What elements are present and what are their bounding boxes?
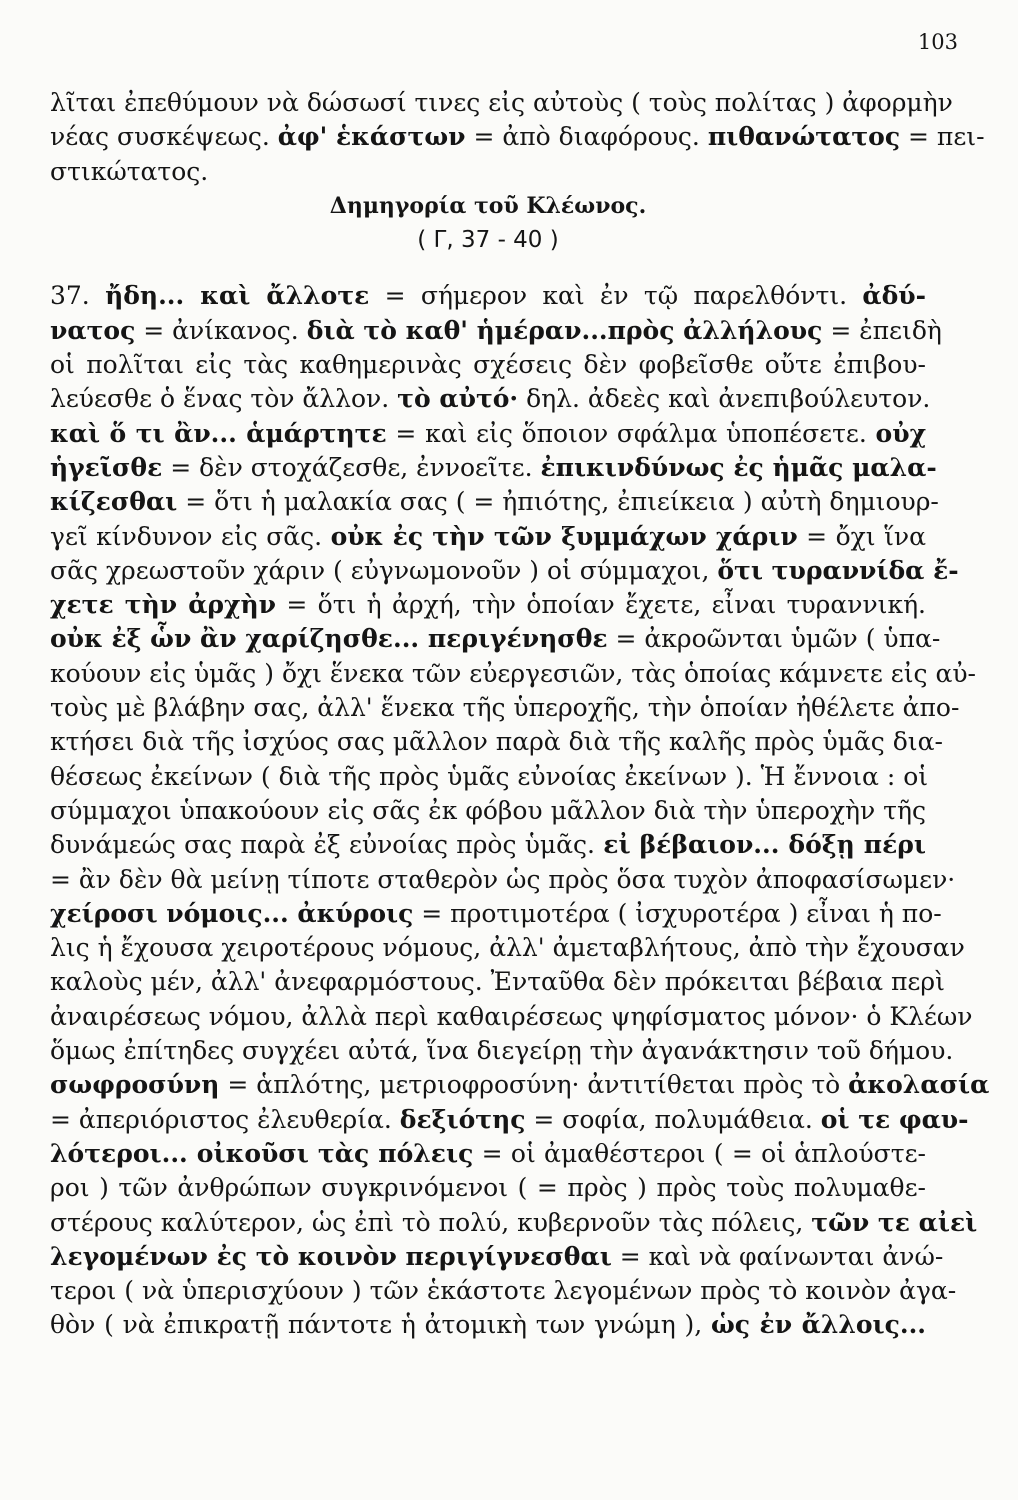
lemma-term: πιθανώτατος xyxy=(707,122,901,152)
text-line xyxy=(50,120,985,154)
gloss-text: θέσεως ἐκείνων ( διὰ τῆς πρὸς ὑμᾶς εὐνοίας ἐκείνων ). Ἡ ἔννοια : οἱ xyxy=(50,761,929,791)
gloss-text: = ἁπλότης, μετριοφροσύνη· ἀντιτίθεται πρὸς τὸ xyxy=(219,1070,849,1100)
gloss-text: = ἂν δὲν θὰ μείνῃ τίποτε σταθερὸν ὡς πρὸς ὅσα τυχὸν ἀποφασίσωμεν· xyxy=(50,864,956,894)
gloss-text: στικώτατος. xyxy=(50,156,209,186)
lemma-term: ἤδη... καὶ ἄλλοτε xyxy=(105,281,370,311)
gloss-text: ( Γ, 37 - 40 ) xyxy=(417,227,559,254)
lemma-term: ὅτι τυραννίδα ἔ- xyxy=(717,555,959,585)
text-line xyxy=(50,382,931,416)
lemma-term: δεξιότης xyxy=(399,1104,526,1134)
gloss-text: = σοφία, πολυμάθεια. xyxy=(525,1104,821,1134)
lemma-term: λότεροι... οἰκοῦσι τὰς πόλεις xyxy=(50,1138,474,1168)
gloss-text: καλοὺς μέν, ἀλλ' ἀνεφαρμόστους. Ἐνταῦθα δὲν πρόκειται βέβαια περὶ xyxy=(50,967,945,997)
text-line xyxy=(50,417,926,451)
lemma-term: εἰ βέβαιον... δόξῃ πέρι xyxy=(603,830,926,860)
lemma-term: ἀφ' ἑκάστων xyxy=(277,122,466,152)
gloss-text: = προτιμοτέρα ( ἰσχυροτέρα ) εἶναι ἡ πο- xyxy=(413,898,942,928)
gloss-text: 37. xyxy=(50,281,106,311)
text-line xyxy=(50,520,926,554)
gloss-text: λῖται ἐπεθύμουν νὰ δώσωσί τινες εἰς αὐτοὺς ( τοὺς πολίτας ) ἀφορμὴν xyxy=(50,88,953,117)
gloss-text: δυνάμεώς σας παρὰ ἐξ εὐνοίας πρὸς ὑμᾶς. xyxy=(50,830,604,860)
gloss-text: ὅμως ἐπίτηδες συγχέει αὐτά, ἵνα διεγείρῃ τὴν ἀγανάκτησιν τοῦ δήμου. xyxy=(50,1036,954,1066)
text-line xyxy=(50,588,926,622)
lemma-term: διὰ τὸ καθ' ἡμέραν...πρὸς ἀλλήλους xyxy=(306,315,823,345)
lemma-term: ἡγεῖσθε xyxy=(50,452,163,482)
gloss-text: = ἐπειδὴ xyxy=(822,315,942,345)
page-number: 103 xyxy=(917,30,958,54)
lemma-term: τῶν τε αἰεὶ xyxy=(811,1207,978,1237)
lemma-term: κίζεσθαι xyxy=(50,487,178,517)
gloss-text: ροι ) τῶν ἀνθρώπων συγκρινόμενοι ( = πρὸς ) πρὸς τοὺς πολυμαθε- xyxy=(50,1173,926,1203)
text-line xyxy=(50,725,943,759)
gloss-text: = οἱ ἀμαθέστεροι ( = οἱ ἁπλούστε- xyxy=(473,1138,926,1168)
gloss-text: = καὶ νὰ φαίνωνται ἀνώ- xyxy=(611,1241,944,1271)
text-line xyxy=(50,1240,944,1274)
text-line xyxy=(50,1034,954,1068)
body-text xyxy=(50,86,990,1343)
text-line xyxy=(50,1068,990,1102)
text-line xyxy=(50,451,937,485)
lemma-term: οἱ τε φαυ- xyxy=(820,1104,969,1134)
gloss-text: = δὲν στοχάζεσθε, ἐννοεῖτε. xyxy=(162,452,541,482)
gloss-text: κτήσει διὰ τῆς ἰσχύος σας μᾶλλον παρὰ διὰ τῆς καλῆς πρὸς ὑμᾶς δια- xyxy=(50,727,943,757)
lemma-term: χείροσι νόμοις... ἀκύροις xyxy=(50,898,414,928)
lemma-term: οὐχ xyxy=(875,418,927,448)
gloss-text: τοὺς μὲ βλάβην σας, ἀλλ' ἕνεκα τῆς ὑπεροχῆς, τὴν ὁποίαν ἠθέλετε ἀπο- xyxy=(50,693,960,723)
text-line xyxy=(50,760,929,794)
lemma-term: οὐκ ἐξ ὧν ἂν χαρίζησθε... περιγένησθε xyxy=(50,624,608,654)
gloss-text: σᾶς χρεωστοῦν χάριν ( εὐγνωμονοῦν ) οἱ σύμμαχοι, xyxy=(50,555,718,585)
text-line xyxy=(50,828,926,862)
text-line xyxy=(50,1274,957,1308)
text-line xyxy=(50,86,953,120)
lemma-term: χετε τὴν ἀρχὴν xyxy=(50,590,277,620)
section-title xyxy=(50,189,926,223)
gloss-text: οἱ πολῖται εἰς τὰς καθημερινὰς σχέσεις δὲν φοβεῖσθε οὔτε ἐπιβου- xyxy=(50,350,926,380)
text-line xyxy=(50,794,926,828)
text-line xyxy=(50,554,959,588)
lemma-term: οὐκ ἐς τὴν τῶν ξυμμάχων χάριν xyxy=(330,521,798,551)
gloss-text: = ἀνίκανος. xyxy=(135,315,307,345)
gloss-text: = ἀπὸ διαφόρους. xyxy=(465,122,708,152)
text-line xyxy=(50,657,977,691)
lemma-term: ἀδύ- xyxy=(862,281,926,311)
text-line xyxy=(50,155,926,189)
lemma-term: ἐπικινδύνως ἐς ἡμᾶς μαλα- xyxy=(540,452,937,482)
text-line xyxy=(50,931,965,965)
section-reference xyxy=(50,223,926,257)
text-line xyxy=(50,485,939,519)
gloss-text: = ἀπεριόριστος ἐλευθερία. xyxy=(50,1104,400,1134)
lemma-term: ἀκολασία xyxy=(848,1070,990,1100)
text-line xyxy=(50,622,941,656)
gloss-text: γεῖ κίνδυνον εἰς σᾶς. xyxy=(50,521,331,551)
text-line xyxy=(50,863,956,897)
text-line xyxy=(50,1103,969,1137)
lemma-term: καὶ ὅ τι ἂν... ἁμάρτητε xyxy=(50,418,387,448)
gloss-text: = ὅτι ἡ μαλακία σας ( = ἠπιότης, ἐπιείκεια ) αὐτὴ δημιουρ- xyxy=(177,487,939,517)
gloss-text: κούουν εἰς ὑμᾶς ) ὄχι ἕνεκα τῶν εὐεργεσιῶν, τὰς ὁποίας κάμνετε εἰς αὐ- xyxy=(50,658,977,688)
text-line xyxy=(50,965,945,999)
lemma-term: ὡς ἐν ἄλλοις... xyxy=(710,1310,926,1340)
gloss-text: σύμμαχοι ὑπακούουν εἰς σᾶς ἐκ φόβου μᾶλλον διὰ τὴν ὑπεροχὴν τῆς xyxy=(50,795,926,825)
gloss-text: = ὄχι ἵνα xyxy=(797,521,926,551)
text-line xyxy=(50,1308,926,1342)
gloss-text: Δημηγορία τοῦ Κλέωνος. xyxy=(329,192,647,219)
gloss-text: λεύεσθε ὁ ἕνας τὸν ἄλλον. xyxy=(50,384,398,414)
text-line xyxy=(50,1206,978,1240)
text-line xyxy=(50,1000,973,1034)
text-line xyxy=(50,1137,926,1171)
gloss-text: ἀναιρέσεως νόμου, ἀλλὰ περὶ καθαιρέσεως ψηφίσματος μόνον· ὁ Κλέων xyxy=(50,1001,973,1031)
gloss-text: στέρους καλύτερον, ὡς ἐπὶ τὸ πολύ, κυβερνοῦν τὰς πόλεις, xyxy=(50,1207,812,1237)
gloss-text: τεροι ( νὰ ὑπερισχύουν ) τῶν ἑκάστοτε λεγομένων πρὸς τὸ κοινὸν ἀγα- xyxy=(50,1276,957,1306)
gloss-text: λις ἡ ἔχουσα χειροτέρους νόμους, ἀλλ' ἀμεταβλήτους, ἀπὸ τὴν ἔχουσαν xyxy=(50,933,965,963)
text-line xyxy=(50,314,942,348)
gloss-text: = καὶ εἰς ὅποιον σφάλμα ὑποπέσετε. xyxy=(386,418,876,448)
gloss-text: = ἀκροῶνται ὑμῶν ( ὑπα- xyxy=(607,624,941,654)
lemma-term: σωφροσύνη xyxy=(50,1070,220,1100)
text-line xyxy=(50,691,960,725)
gloss-text: νέας συσκέψεως. xyxy=(50,122,278,152)
text-line xyxy=(50,279,926,313)
lemma-term: λεγομένων ἐς τὸ κοινὸν περιγίγνεσθαι xyxy=(50,1241,612,1271)
gloss-text: θὸν ( νὰ ἐπικρατῇ πάντοτε ἡ ἀτομικὴ των γνώμη ), xyxy=(50,1310,711,1340)
gloss-text: = πει- xyxy=(900,122,985,152)
lemma-term: νατος xyxy=(50,315,136,345)
lemma-term: τὸ αὐτό· xyxy=(397,384,519,414)
text-line xyxy=(50,897,942,931)
gloss-text: δηλ. ἀδεὲς καὶ ἀνεπιβούλευτον. xyxy=(518,384,931,414)
gloss-text: = σήμερον καὶ ἐν τῷ παρελθόντι. xyxy=(369,281,863,311)
text-line xyxy=(50,348,926,382)
text-line xyxy=(50,1171,926,1205)
gloss-text: = ὅτι ἡ ἀρχή, τὴν ὁποίαν ἔχετε, εἶναι τυραννική. xyxy=(276,590,926,620)
